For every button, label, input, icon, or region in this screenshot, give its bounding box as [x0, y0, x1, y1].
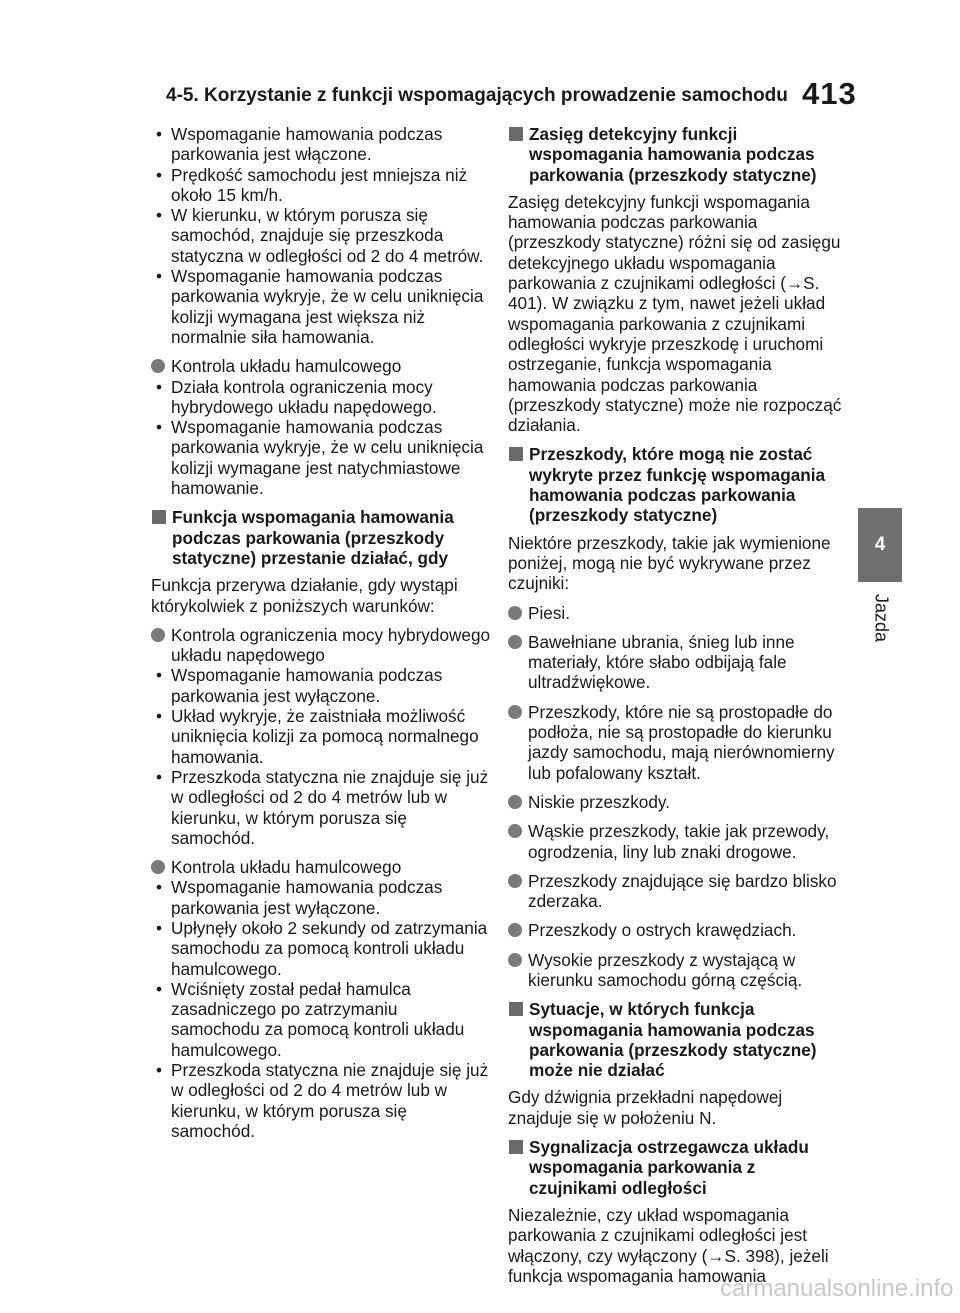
right-column [508, 124, 848, 1286]
section-heading: Zasięg detekcyjny funkcji wspomagania hamowania podczas parkowania (przeszkody statyczne) [508, 124, 848, 185]
list-item: Przeszkody, które nie są prostopadłe do podłoża, nie są prostopadłe do kierunku jazdy samochodu, mają nierównomierny lub pofalowany kształt. [508, 702, 848, 783]
circle-bullet-icon [151, 628, 165, 642]
square-bullet-icon [509, 127, 523, 141]
circle-bullet-icon [508, 705, 522, 719]
list-item: • Upłynęły około 2 sekundy od zatrzymania samochodu za pomocą kontroli układu hamulcowego. [151, 918, 491, 979]
paragraph: Gdy dźwignia przekładni napędowej znajduje się w położeniu N. [508, 1087, 783, 1128]
list-item: Wąskie przeszkody, takie jak przewody, ogrodzenia, liny lub znaki drogowe. [508, 821, 848, 862]
list-item: • Wspomaganie hamowania podczas parkowania wykryje, że w celu uniknięcia kolizji wymagana jest większa niż normalnie siła hamowania. [151, 266, 491, 347]
square-bullet-icon [509, 1140, 523, 1154]
condition-list [151, 665, 491, 848]
list-item: • Wspomaganie hamowania podczas parkowania jest wyłączone. [151, 665, 491, 706]
subheading-brake-control: Kontrola układu hamulcowego [151, 356, 491, 376]
list-item: • Prędkość samochodu jest mniejsza niż około 15 km/h. [151, 165, 491, 206]
chapter-tab: 4 [858, 508, 902, 582]
section-heading: Przeszkody, które mogą nie zostać wykryte przez funkcję wspomagania hamowania podczas parkowania (przeszkody statyczne) [508, 444, 848, 525]
list-item: • Wspomaganie hamowania podczas parkowania jest włączone. [151, 124, 491, 165]
list-item: Przeszkody znajdujące się bardzo blisko zderzaka. [508, 871, 848, 912]
list-item: Bawełniane ubrania, śnieg lub inne materiały, które słabo odbijają fale ultradźwiękowe. [508, 632, 848, 693]
circle-bullet-icon [508, 824, 522, 838]
list-item: • Wciśnięty został pedał hamulca zasadniczego po zatrzymaniu samochodu za pomocą kontroli układu hamulcowego. [151, 979, 491, 1060]
circle-bullet-icon [151, 860, 165, 874]
square-bullet-icon [509, 447, 523, 461]
watermark: carmanualsonline.info [720, 1275, 954, 1302]
circle-bullet-icon [508, 953, 522, 967]
chapter-label: Jazda [871, 594, 892, 643]
list-item: • Wspomaganie hamowania podczas parkowania wykryje, że w celu uniknięcia kolizji wymagane jest natychmiastowe hamowanie. [151, 417, 491, 498]
page-number: 413 [802, 76, 857, 111]
circle-bullet-icon [508, 795, 522, 809]
circle-bullet-icon [508, 606, 522, 620]
subheading-power-limit: Kontrola ograniczenia mocy hybrydowego układu napędowego [151, 625, 491, 666]
paragraph: Niektóre przeszkody, takie jak wymienione poniżej, mogą nie być wykrywane przez czujniki: [508, 532, 831, 594]
paragraph: Zasięg detekcyjny funkcji wspomagania hamowania podczas parkowania (przeszkody statyczne) różni się od zasięgu detekcyjnego układu wspomagania parkowania z czujnikami odległości (→S. 401). W związku z tym, nawet jeżeli układ wspomagania parkowania z czujnikami odległości wykryje przeszkodę i uruchomi ostrzeganie, funkcja wspomagania hamowania podczas parkowania (przeszkody statyczne) może nie rozpocząć działania. [508, 191, 842, 436]
section-heading: Funkcja wspomagania hamowania podczas parkowania (przeszkody statyczne) przestanie działać, gdy [151, 507, 491, 568]
list-item: • Przeszkoda statyczna nie znajduje się już w odległości od 2 do 4 metrów lub w kierunku, w którym porusza się samochód. [151, 767, 491, 848]
circle-bullet-icon [151, 359, 165, 373]
condition-list [151, 124, 491, 347]
condition-list [151, 877, 491, 1141]
paragraph: Funkcja przerywa działanie, gdy wystąpi którykolwiek z poniższych warunków: [151, 575, 458, 616]
list-item: • Działa kontrola ograniczenia mocy hybrydowego układu napędowego. [151, 377, 491, 418]
list-item: Piesi. [508, 603, 848, 623]
square-bullet-icon [509, 1002, 523, 1016]
list-item: • Wspomaganie hamowania podczas parkowania jest wyłączone. [151, 877, 491, 918]
circle-bullet-icon [508, 635, 522, 649]
list-item: • W kierunku, w którym porusza się samochód, znajduje się przeszkoda statyczna w odległości od 2 do 4 metrów. [151, 205, 491, 266]
list-item: • Przeszkoda statyczna nie znajduje się już w odległości od 2 do 4 metrów lub w kierunku, w którym porusza się samochód. [151, 1060, 491, 1141]
condition-list [151, 377, 491, 499]
section-heading: Sygnalizacja ostrzegawcza układu wspomagania parkowania z czujnikami odległości [508, 1137, 848, 1198]
list-item: • Układ wykryje, że zaistniała możliwość uniknięcia kolizji za pomocą normalnego hamowania. [151, 706, 491, 767]
circle-bullet-icon [508, 874, 522, 888]
list-item: Wysokie przeszkody z wystającą w kierunku samochodu górną częścią. [508, 950, 848, 991]
section-title: 4-5. Korzystanie z funkcji wspomagających prowadzenie samochodu [166, 85, 788, 106]
paragraph: Niezależnie, czy układ wspomagania parkowania z czujnikami odległości jest włączony, czy wyłączony (→S. 398), jeżeli funkcja wspomagania hamowania [508, 1204, 829, 1286]
square-bullet-icon [152, 510, 166, 524]
subheading-brake-control: Kontrola układu hamulcowego [151, 857, 491, 877]
left-column [151, 124, 491, 1141]
page-header [0, 0, 960, 128]
circle-bullet-icon [508, 923, 522, 937]
list-item: Niskie przeszkody. [508, 792, 848, 812]
list-item: Przeszkody o ostrych krawędziach. [508, 920, 848, 940]
section-heading: Sytuacje, w których funkcja wspomagania hamowania podczas parkowania (przeszkody statyczne) może nie działać [508, 999, 848, 1080]
